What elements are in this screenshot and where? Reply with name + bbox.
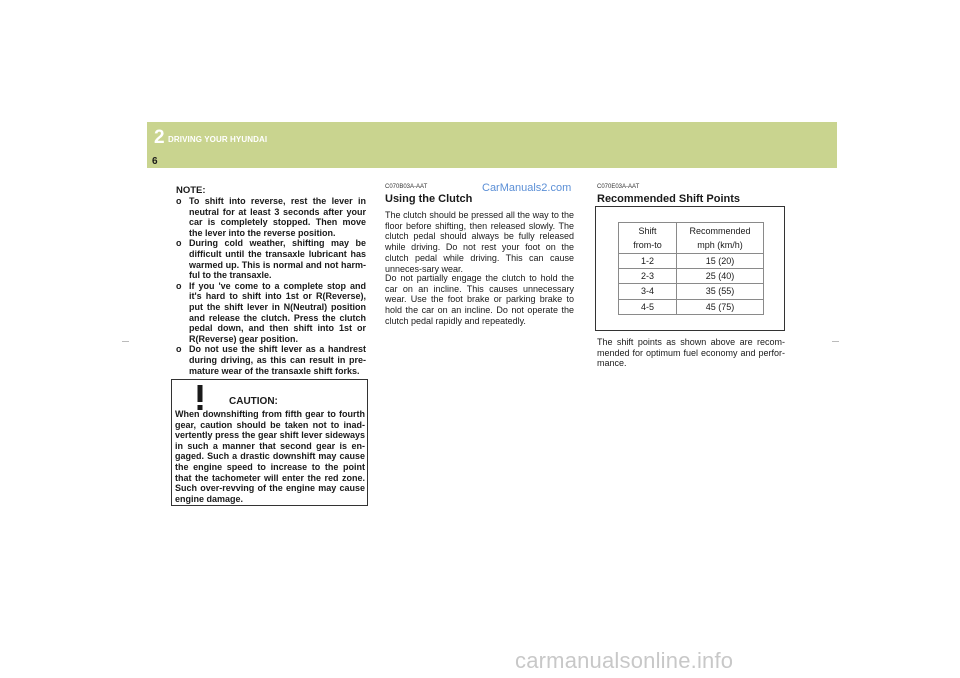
note-item: [176, 196, 366, 238]
caution-body: When downshifting from fifth gear to fourth gear, caution should be taken not to inad-vertently press the gear shift lever sideways in such a manner that second gear is en-gaged. Such a drastic downshift may cause the engine speed to increase to the point that the tachometer will enter the red zone. Such over-revving of the engine may cause engine damage.: [175, 409, 365, 504]
table-cell: 4-5: [619, 299, 677, 314]
table-cell: 1-2: [619, 254, 677, 269]
shift-points-heading: Recommended Shift Points: [597, 193, 741, 205]
chapter-number: 2: [154, 127, 165, 148]
bullet: o: [176, 280, 182, 291]
table-cell: 2-3: [619, 269, 677, 284]
bullet: o: [176, 344, 182, 355]
header-shift: Shift: [638, 226, 657, 236]
margin-tick-right: [832, 341, 839, 342]
clutch-code-label: C070B03A-AAT: [385, 184, 428, 190]
note-item: [176, 238, 366, 280]
table-header-cell: [677, 223, 764, 254]
table-cell: 35 (55): [677, 284, 764, 299]
clutch-paragraph-1: The clutch should be pressed all the way to the floor before shifting, then released slowly. The clutch pedal should always be fully released while driving. Do not rest your foot on the clutch pedal while driving. This can cause unneces-sary wear.: [385, 210, 574, 274]
carmanualsonline-watermark: carmanualsonline.info: [515, 648, 734, 673]
note-title: NOTE:: [176, 185, 206, 196]
table-row: [619, 299, 764, 314]
table-cell: 15 (20): [677, 254, 764, 269]
shift-points-caption: The shift points as shown above are recom-mended for optimum fuel economy and perfor-mance.: [597, 337, 785, 369]
shift-code-label: C070E03A-AAT: [597, 184, 640, 190]
table-header-row: [619, 223, 764, 254]
table-row: [619, 284, 764, 299]
header-recommended: Recommended: [689, 226, 751, 236]
margin-tick-left: [122, 341, 129, 342]
table-header-cell: [619, 223, 677, 254]
bullet: o: [176, 196, 182, 206]
table-cell: 3-4: [619, 284, 677, 299]
table-cell: 25 (40): [677, 269, 764, 284]
chapter-title: DRIVING YOUR HYUNDAI: [168, 135, 268, 144]
table-cell: 45 (75): [677, 299, 764, 314]
page-number: 6: [152, 156, 158, 167]
table-row: [619, 269, 764, 284]
clutch-heading: Using the Clutch: [385, 193, 473, 205]
note-item-text: If you 've come to a complete stop and it's hard to shift into 1st or R(Reverse), put the shift lever in N(Neutral) position and release the clutch. Press the clutch pedal down, and then shift into 1st or R(Reverse) gear position.: [189, 280, 366, 344]
header-units: mph (km/h): [697, 240, 743, 250]
shift-points-table: [618, 222, 764, 315]
caution-title: CAUTION:: [229, 396, 278, 407]
bullet: o: [176, 238, 182, 249]
warning-triangle-icon: [180, 379, 220, 413]
note-item-text: To shift into reverse, rest the lever in neutral for at least 3 seconds after your car is completely stopped. Then move the lever into the reverse position.: [189, 196, 366, 238]
note-item-text: Do not use the shift lever as a handrest during driving, as this can result in pre-mature wear of the transaxle shift forks.: [189, 344, 366, 376]
carmanuals-watermark: CarManuals2.com: [482, 182, 572, 194]
note-block: [176, 185, 366, 376]
note-item: [176, 344, 366, 376]
note-item-text: During cold weather, shifting may be difficult until the transaxle lubricant has warmed up. This is normal and not harm-ful to the transaxle.: [189, 238, 366, 281]
note-item: [176, 281, 366, 345]
table-row: [619, 254, 764, 269]
clutch-paragraph-2: Do not partially engage the clutch to hold the car on an incline. This causes unnecessary wear. Use the foot brake or parking brake to hold the car on an incline. Do not operate the clutch pedal rapidly and repeatedly.: [385, 273, 574, 326]
chapter-header-band: [147, 122, 837, 168]
header-from-to: from-to: [633, 240, 662, 250]
